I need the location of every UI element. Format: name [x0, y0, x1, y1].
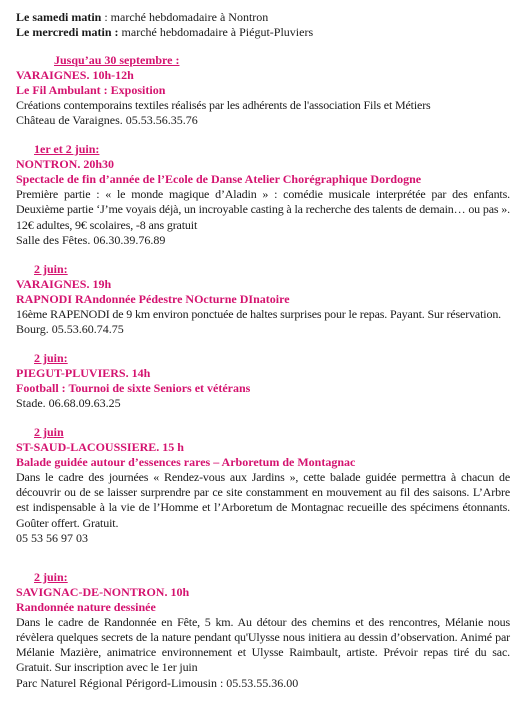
event-date: 2 juin:: [34, 569, 68, 584]
event-place: NONTRON. 20h30: [16, 157, 115, 172]
event-date: 2 juin: [34, 425, 64, 440]
event-contact: 05 53 56 97 03: [16, 530, 88, 545]
event-title: Balade guidée autour d’essences rares – Arboretum de Montagnac: [16, 455, 356, 470]
event-date: 2 juin:: [34, 261, 68, 276]
event-date: 1er et 2 juin:: [34, 142, 100, 157]
event-description: 16ème RAPENODI de 9 km environ ponctuée de haltes surprises pour le repas. Payant. Sur réservation.: [16, 306, 502, 321]
event-randonnee-dessinee: [16, 570, 510, 691]
event-spectacle-danse: [16, 142, 510, 248]
event-title: RAPNODI RAndonnée Pédestre NOcturne DInatoire: [16, 291, 290, 306]
event-place: PIEGUT-PLUVIERS. 14h: [16, 366, 151, 381]
event-date: Jusqu’au 30 septembre :: [54, 53, 180, 67]
event-description: Première partie : « le monde magique d’Aladin » : comédie musicale interprétée par des enfants. Deuxième partie ‘J’me voyais déjà, un incroyable casting à la recherche des talents de demain… ou pas ». 12€ adultes, 9€ scolaires, -8 ans gratuit: [16, 187, 510, 232]
event-description: Créations contemporains textiles réalisés par les adhérents de l'association Fils et Métiers: [16, 98, 431, 112]
event-description: Dans le cadre des journées « Rendez-vous aux Jardins », cette balade guidée permettra à chacun de découvrir ou de se laisser surprendre par ce site constamment en mouvement au fil des saisons. L’Arbre est indispensable à la vie de l’Homme et l’Arboretum de Montagnac recueille des spécimens étonnants. Goûter offert. Gratuit.: [16, 470, 510, 530]
market-saturday-label: Le samedi matin: [16, 10, 102, 24]
event-place: SAVIGNAC-DE-NONTRON. 10h: [16, 584, 190, 599]
event-description: Dans le cadre de Randonnée en Fête, 5 km. Au détour des chemins et des rencontres, Mélanie nous révèlera quelques secrets de la nature pendant qu'Ulysse nous initiera au dessin d’observation. Animé par Mélanie Mazière, animatrice environnement et Ulysse Raimbault, artiste. Prévoir repas tiré du sac. Gratuit. Sur inscription avec le 1er juin: [16, 614, 510, 675]
event-place: VARAIGNES. 10h-12h: [16, 68, 134, 82]
market-wednesday-label: Le mercredi matin :: [16, 25, 119, 39]
agenda-page: [16, 10, 510, 691]
event-date: 2 juin:: [34, 351, 68, 366]
event-title: Football : Tournoi de sixte Seniors et vétérans: [16, 381, 251, 396]
event-rapnodi: [16, 262, 510, 337]
event-place: ST-SAUD-LACOUSSIERE. 15 h: [16, 440, 184, 455]
event-contact: Stade. 06.68.09.63.25: [16, 396, 121, 411]
market-wednesday-text: marché hebdomadaire à Piégut-Pluviers: [118, 25, 314, 39]
event-arboretum: [16, 425, 510, 546]
event-title: Spectacle de fin d’année de l’Ecole de Danse Atelier Chorégraphique Dordogne: [16, 172, 422, 187]
event-title: Le Fil Ambulant : Exposition: [16, 83, 166, 97]
event-contact: Bourg. 05.53.60.74.75: [16, 322, 124, 337]
market-wednesday: [16, 25, 510, 40]
event-place: VARAIGNES. 19h: [16, 276, 112, 291]
market-saturday-text: : marché hebdomadaire à Nontron: [101, 10, 269, 24]
event-football: [16, 351, 510, 411]
event-contact: Parc Naturel Régional Périgord-Limousin : 05.53.55.36.00: [16, 675, 299, 690]
event-title: Randonnée nature dessinée: [16, 599, 156, 614]
market-saturday: [16, 10, 510, 25]
event-contact: Château de Varaignes. 05.53.56.35.76: [16, 113, 198, 128]
event-fil-ambulant: [16, 53, 510, 128]
event-contact: Salle des Fêtes. 06.30.39.76.89: [16, 232, 166, 247]
